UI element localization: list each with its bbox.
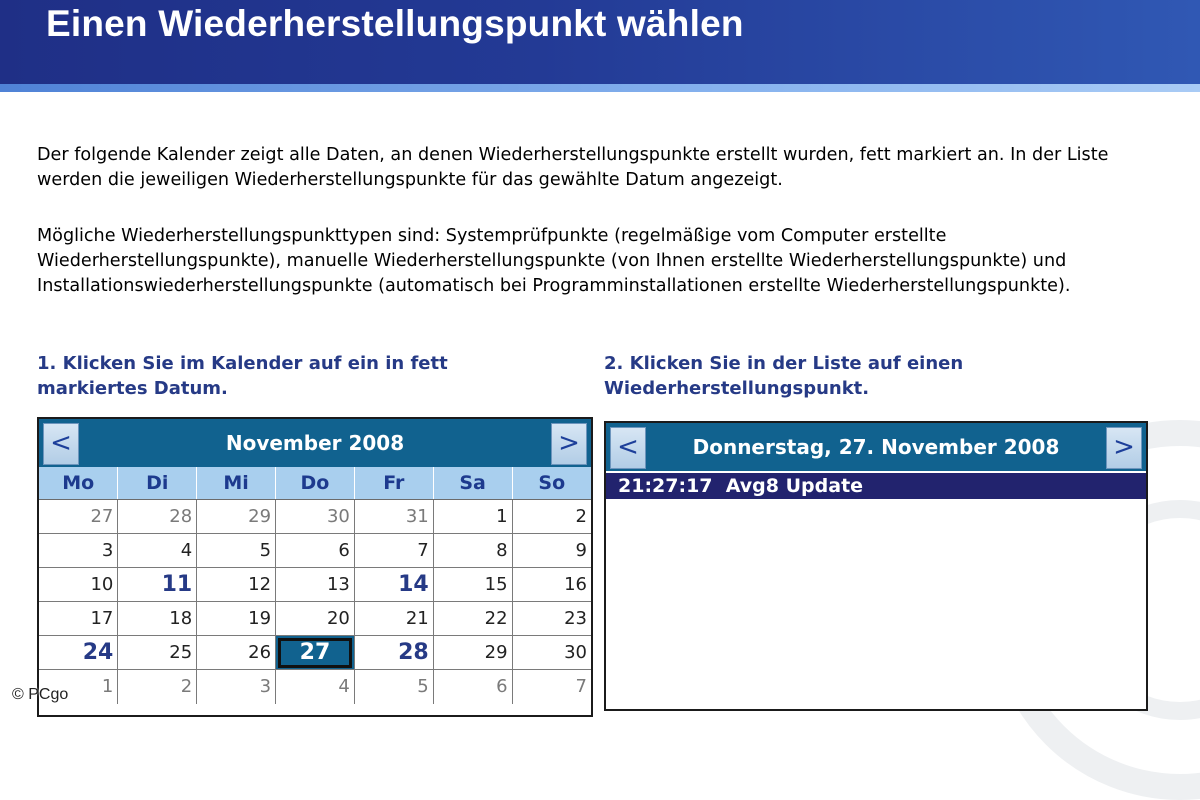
intro-paragraph-2: Mögliche Wiederherstellungspunkttypen sind: Systemprüfpunkte (regelmäßige vom Computer erstellte Wiederherstellungspunkte), manuelle Wiederherstellungspunkte (von Ihnen erstellte Wiederherstellungspunkte) und Installationswiederherstellungspunkte (automatisch bei Programminstallationen erstellte Wiederherstellungspunkte). — [37, 226, 1071, 296]
header-banner — [0, 0, 1200, 84]
calendar-day[interactable]: 4 — [118, 534, 197, 568]
weekday-header: Di — [118, 467, 197, 500]
step-1-instruction: 1. Klicken Sie im Kalender auf ein in fett markiertes Datum. — [37, 353, 448, 399]
calendar-day[interactable]: 26 — [197, 636, 276, 670]
calendar-day[interactable]: 30 — [276, 500, 355, 534]
calendar-day-with-restore-point[interactable]: 14 — [354, 568, 433, 602]
calendar-day[interactable]: 3 — [39, 534, 118, 568]
calendar — [37, 417, 593, 717]
calendar-day[interactable]: 6 — [276, 534, 355, 568]
calendar-day[interactable]: 1 — [433, 500, 512, 534]
calendar-next-month-button[interactable]: > — [551, 423, 587, 465]
calendar-day[interactable]: 10 — [39, 568, 118, 602]
calendar-day[interactable]: 28 — [118, 500, 197, 534]
calendar-day[interactable]: 15 — [433, 568, 512, 602]
calendar-day[interactable]: 4 — [276, 670, 355, 704]
calendar-day[interactable]: 29 — [433, 636, 512, 670]
calendar-week-row — [39, 534, 591, 568]
calendar-day[interactable]: 7 — [354, 534, 433, 568]
calendar-grid — [39, 467, 591, 704]
restore-point-time: 21:27:17 — [618, 475, 713, 497]
calendar-day[interactable]: 1 — [39, 670, 118, 704]
calendar-days — [39, 500, 591, 704]
page-title: Einen Wiederherstellungspunkt wählen — [46, 3, 744, 44]
calendar-day[interactable]: 17 — [39, 602, 118, 636]
calendar-day[interactable]: 3 — [197, 670, 276, 704]
calendar-day[interactable]: 20 — [276, 602, 355, 636]
calendar-day-with-restore-point[interactable]: 11 — [118, 568, 197, 602]
calendar-day[interactable]: 19 — [197, 602, 276, 636]
weekday-header: So — [512, 467, 591, 500]
calendar-week-row — [39, 602, 591, 636]
calendar-day[interactable]: 18 — [118, 602, 197, 636]
calendar-day[interactable]: 12 — [197, 568, 276, 602]
calendar-prev-month-button[interactable]: < — [43, 423, 79, 465]
calendar-day-selected[interactable]: 27 — [276, 636, 355, 670]
calendar-day[interactable]: 25 — [118, 636, 197, 670]
calendar-day[interactable]: 16 — [512, 568, 591, 602]
weekday-header: Do — [276, 467, 355, 500]
weekday-header: Fr — [354, 467, 433, 500]
calendar-day-with-restore-point[interactable]: 28 — [354, 636, 433, 670]
calendar-day[interactable]: 5 — [354, 670, 433, 704]
restore-point-item[interactable] — [606, 473, 1146, 499]
calendar-month-label: November 2008 — [225, 431, 405, 455]
calendar-day[interactable]: 21 — [354, 602, 433, 636]
calendar-day[interactable]: 22 — [433, 602, 512, 636]
calendar-day[interactable]: 2 — [512, 500, 591, 534]
list-prev-day-button[interactable]: < — [610, 427, 646, 469]
list-date-label: Donnerstag, 27. November 2008 — [692, 435, 1060, 459]
calendar-day[interactable]: 27 — [39, 500, 118, 534]
weekday-header: Mo — [39, 467, 118, 500]
calendar-day[interactable]: 29 — [197, 500, 276, 534]
calendar-day[interactable]: 31 — [354, 500, 433, 534]
calendar-week-row — [39, 568, 591, 602]
calendar-day[interactable]: 7 — [575, 676, 587, 698]
calendar-day[interactable]: 13 — [276, 568, 355, 602]
calendar-day[interactable]: 8 — [433, 534, 512, 568]
calendar-week-row — [39, 636, 591, 670]
weekday-header-row — [39, 467, 591, 500]
restore-point-list-panel — [604, 421, 1148, 711]
calendar-day[interactable]: 2 — [118, 670, 197, 704]
calendar-day[interactable]: 9 — [512, 534, 591, 568]
step-2-instruction: 2. Klicken Sie in der Liste auf einen Wiederherstellungspunkt. — [604, 353, 964, 399]
weekday-header: Sa — [433, 467, 512, 500]
header-accent-line — [0, 84, 1200, 92]
calendar-week-row — [39, 500, 591, 534]
calendar-day[interactable]: 5 — [197, 534, 276, 568]
intro-paragraph-1: Der folgende Kalender zeigt alle Daten, an denen Wiederherstellungspunkte erstellt wurden, fett markiert an. In der Liste werden die jeweiligen Wiederherstellungspunkte für das gewählte Datum angezeigt. — [37, 145, 1109, 190]
calendar-header — [39, 419, 591, 467]
calendar-day[interactable]: 30 — [512, 636, 591, 670]
list-next-day-button[interactable]: > — [1106, 427, 1142, 469]
copyright-watermark: © PCgo — [12, 686, 69, 703]
restore-point-name: Avg8 Update — [725, 475, 864, 497]
weekday-header: Mi — [197, 467, 276, 500]
list-header — [606, 423, 1146, 471]
calendar-week-row — [39, 670, 591, 704]
calendar-day[interactable]: 23 — [512, 602, 591, 636]
calendar-day-with-restore-point[interactable]: 24 — [39, 636, 118, 670]
calendar-day[interactable]: 6 — [433, 670, 512, 704]
